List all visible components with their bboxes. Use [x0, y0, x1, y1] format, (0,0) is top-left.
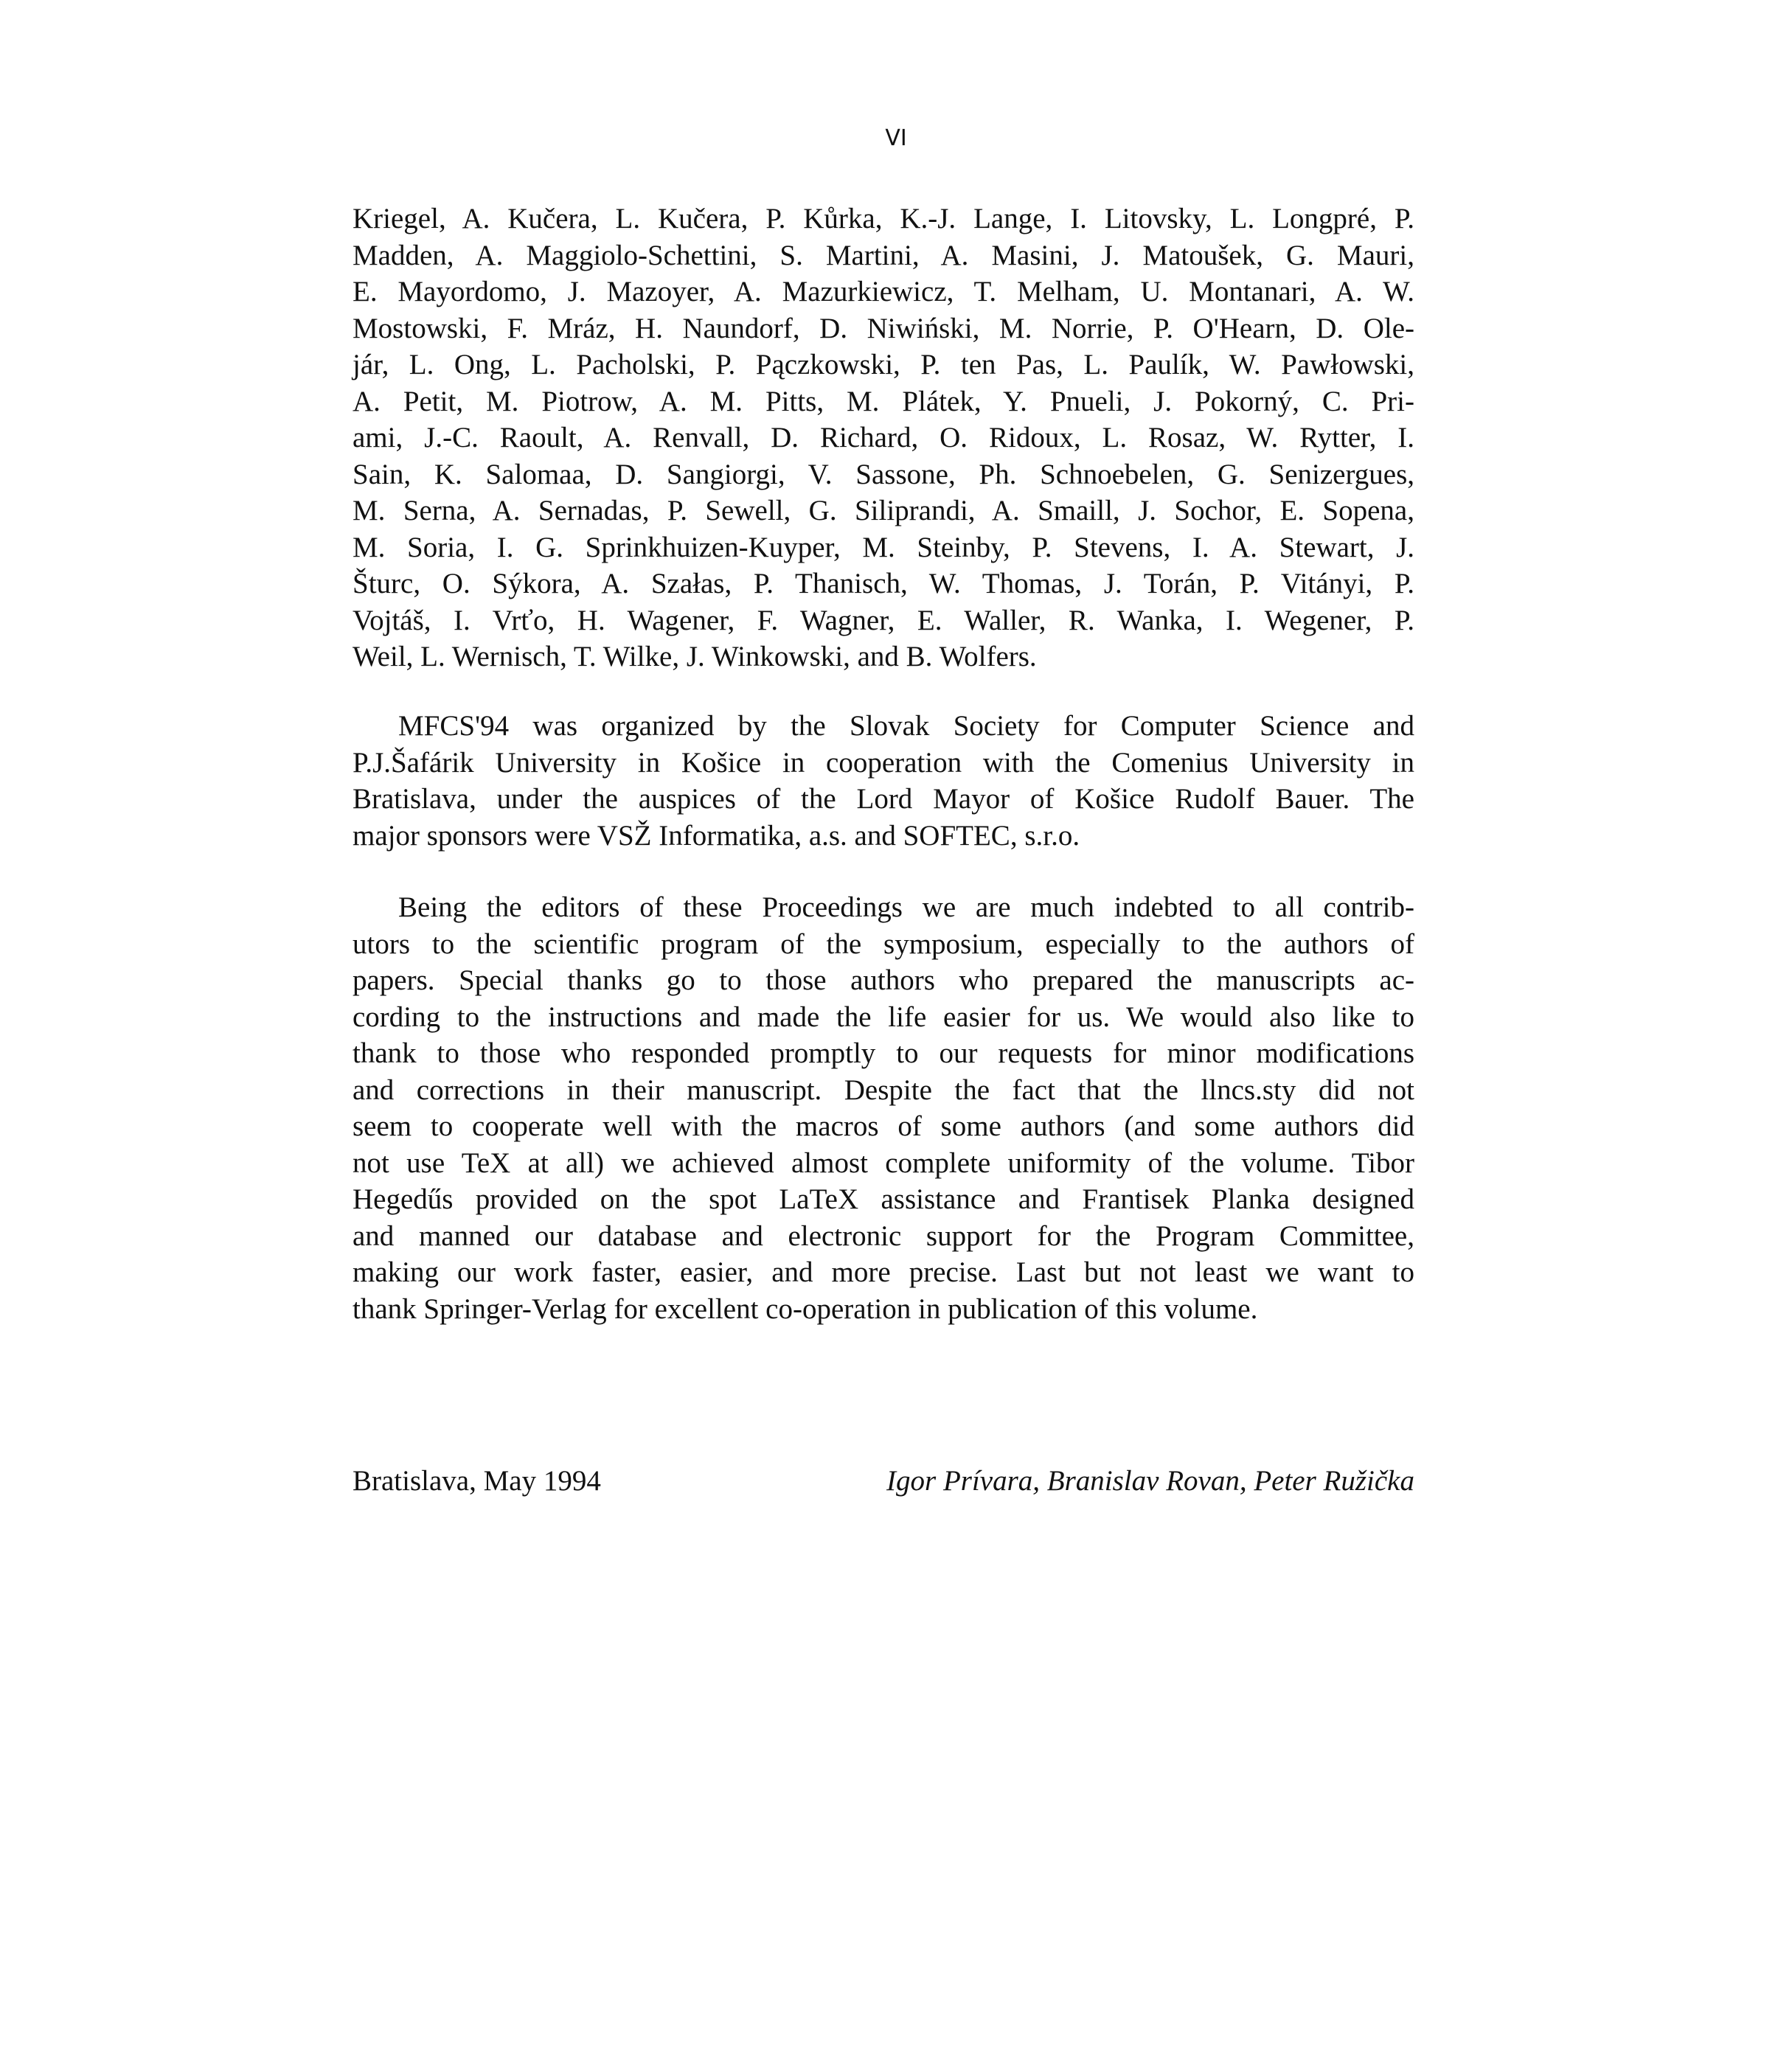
acknowledgement-line-1: Being the editors of these Proceedings we are much indebted to all contrib-	[398, 891, 1414, 923]
acknowledgements-paragraph	[353, 889, 1414, 1327]
reviewers-paragraph	[353, 201, 1414, 675]
acknowledgement-line-10: and manned our database and electronic support for the Program Committee,	[353, 1219, 1414, 1252]
reviewers-line-8: Sain, K. Salomaa, D. Sangiorgi, V. Sassone, Ph. Schnoebelen, G. Senizergues,	[353, 458, 1414, 490]
acknowledgement-line-4: cording to the instructions and made the life easier for us. We would also like to	[353, 1001, 1414, 1033]
signature-row	[353, 1463, 1414, 1500]
reviewers-line-7: ami, J.-C. Raoult, A. Renvall, D. Richard, O. Ridoux, L. Rosaz, W. Rytter, I.	[353, 422, 1414, 453]
organization-line-3: Bratislava, under the auspices of the Lord Mayor of Košice Rudolf Bauer. The	[353, 783, 1414, 815]
acknowledgement-line-3: papers. Special thanks go to those authors who prepared the manuscripts ac-	[353, 964, 1414, 996]
page-number: VI	[885, 125, 907, 151]
place-date: Bratislava, May 1994	[353, 1465, 601, 1497]
acknowledgement-line-9: Hegedűs provided on the spot LaTeX assistance and Frantisek Planka designed	[353, 1183, 1414, 1215]
reviewers-line-5: jár, L. Ong, L. Pacholski, P. Pączkowski, P. ten Pas, L. Paulík, W. Pawłowski,	[353, 349, 1414, 380]
organization-paragraph	[353, 708, 1414, 854]
acknowledgement-line-7: seem to cooperate well with the macros of some authors (and some authors did	[353, 1110, 1414, 1142]
reviewers-line-13: Weil, L. Wernisch, T. Wilke, J. Winkowski, and B. Wolfers.	[353, 641, 1037, 672]
reviewers-line-3: E. Mayordomo, J. Mazoyer, A. Mazurkiewicz, T. Melham, U. Montanari, A. W.	[353, 276, 1414, 307]
organization-line-2: P.J.Šafárik University in Košice in cooperation with the Comenius University in	[353, 746, 1414, 779]
editors-names: Igor Prívara, Branislav Rovan, Peter Ružička	[886, 1465, 1414, 1497]
acknowledgement-line-8: not use TeX at all) we achieved almost complete uniformity of the volume. Tibor	[353, 1146, 1414, 1179]
organization-line-1: MFCS'94 was organized by the Slovak Society for Computer Science and	[398, 710, 1414, 742]
reviewers-line-9: M. Serna, A. Sernadas, P. Sewell, G. Siliprandi, A. Smaill, J. Sochor, E. Sopena,	[353, 495, 1414, 526]
reviewers-line-6: A. Petit, M. Piotrow, A. M. Pitts, M. Plátek, Y. Pnueli, J. Pokorný, C. Pri-	[353, 385, 1414, 417]
reviewers-line-11: Šturc, O. Sýkora, A. Szałas, P. Thanisch, W. Thomas, J. Torán, P. Vitányi, P.	[353, 568, 1414, 599]
acknowledgement-line-12: thank Springer-Verlag for excellent co-operation in publication of this volume.	[353, 1292, 1258, 1325]
acknowledgement-line-5: thank to those who responded promptly to our requests for minor modifications	[353, 1037, 1414, 1069]
organization-line-4: major sponsors were VSŽ Informatika, a.s. and SOFTEC, s.r.o.	[353, 819, 1080, 852]
reviewers-line-4: Mostowski, F. Mráz, H. Naundorf, D. Niwiński, M. Norrie, P. O'Hearn, D. Ole-	[353, 312, 1414, 344]
reviewers-line-2: Madden, A. Maggiolo-Schettini, S. Martini, A. Masini, J. Matoušek, G. Mauri,	[353, 239, 1414, 271]
reviewers-line-12: Vojtáš, I. Vrťo, H. Wagener, F. Wagner, E. Waller, R. Wanka, I. Wegener, P.	[353, 604, 1414, 636]
acknowledgement-line-11: making our work faster, easier, and more precise. Last but not least we want to	[353, 1256, 1414, 1288]
reviewers-line-1: Kriegel, A. Kučera, L. Kučera, P. Kůrka, K.-J. Lange, I. Litovsky, L. Longpré, P.	[353, 203, 1414, 234]
acknowledgement-line-6: and corrections in their manuscript. Despite the fact that the llncs.sty did not	[353, 1074, 1414, 1106]
acknowledgement-line-2: utors to the scientific program of the symposium, especially to the authors of	[353, 928, 1414, 960]
reviewers-line-10: M. Soria, I. G. Sprinkhuizen-Kuyper, M. Steinby, P. Stevens, I. A. Stewart, J.	[353, 531, 1414, 563]
